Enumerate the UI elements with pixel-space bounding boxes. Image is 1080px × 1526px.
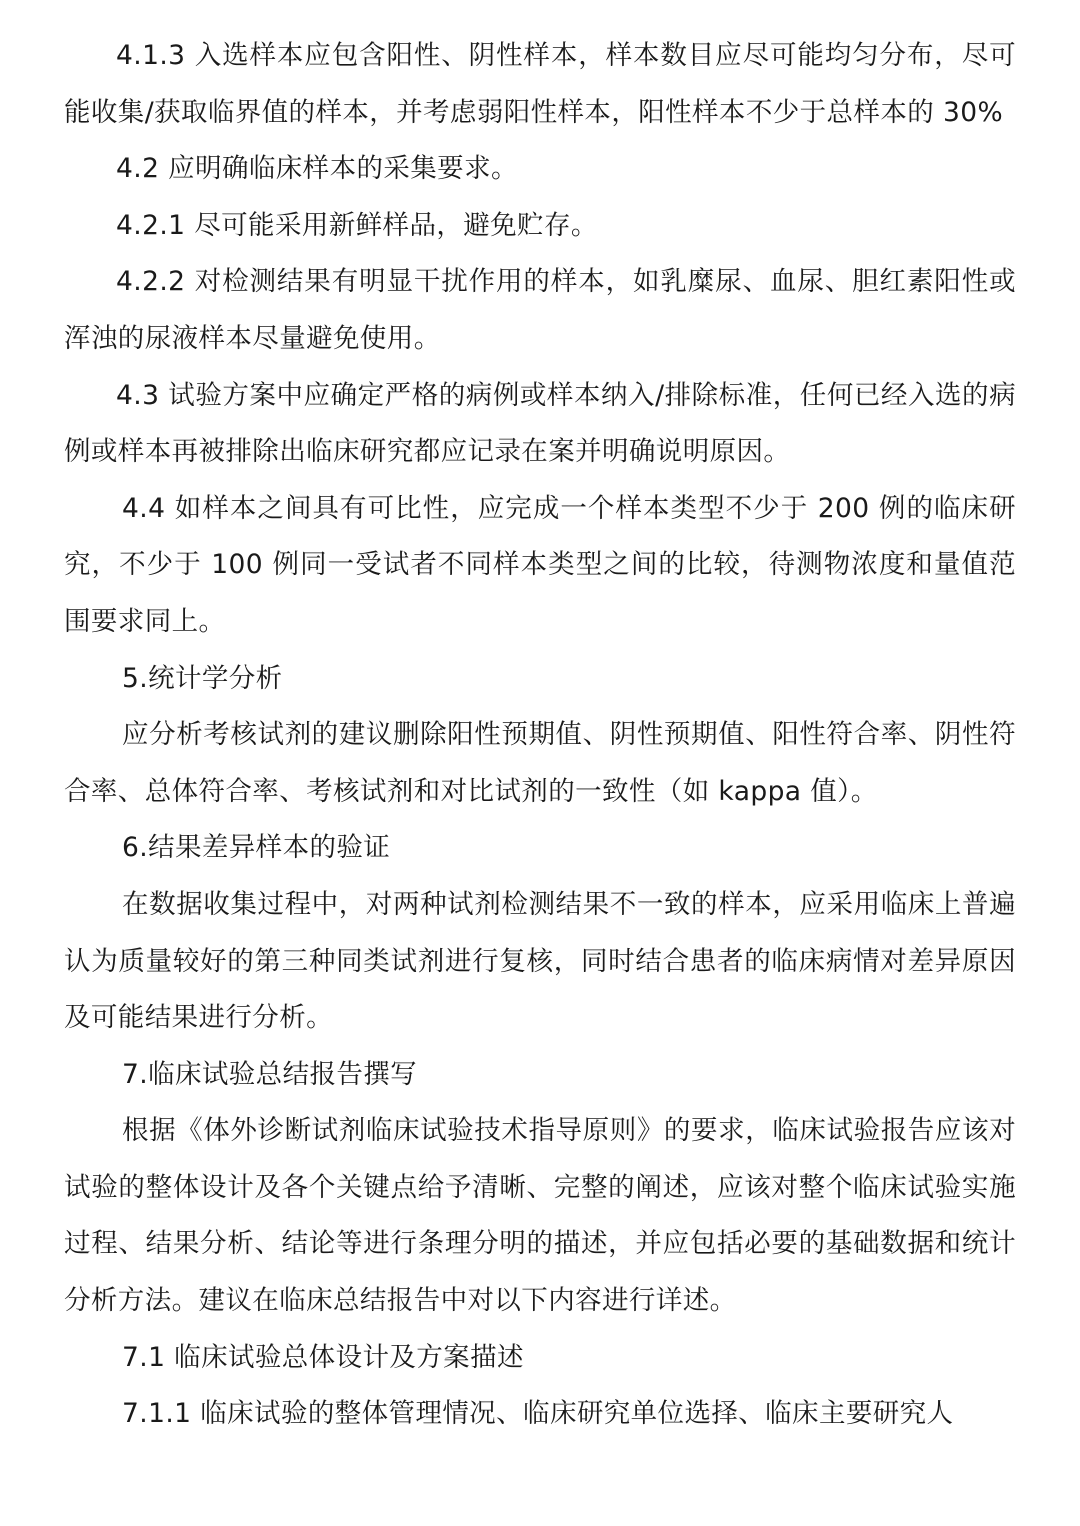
paragraph-4-1-3: 4.1.3 入选样本应包含阳性、阴性样本，样本数目应尽可能均匀分布，尽可能收集/获取临界值的样本，并考虑弱阳性样本，阳性样本不少于总样本的 30% [64, 40, 1016, 128]
document-body [64, 28, 1016, 1443]
heading-4-2: 4.2 应明确临床样本的采集要求。 [116, 153, 518, 185]
heading-5-statistics: 5.统计学分析 [122, 662, 283, 694]
paragraph-statistics: 应分析考核试剂的建议删除阳性预期值、阴性预期值、阳性符合率、阴性符合率、总体符合率、考核试剂和对比试剂的一致性（如 kappa 值）。 [64, 719, 1016, 807]
paragraph-4-4: 4.4 如样本之间具有可比性，应完成一个样本类型不少于 200 例的临床研究，不少于 100 例同一受试者不同样本类型之间的比较，待测物浓度和量值范围要求同上。 [64, 492, 1016, 637]
paragraph-4-2-1: 4.2.1 尽可能采用新鲜样品，避免贮存。 [116, 209, 598, 241]
heading-7-1: 7.1 临床试验总体设计及方案描述 [122, 1341, 524, 1373]
heading-7-clinical-report: 7.临床试验总结报告撰写 [122, 1058, 418, 1090]
paragraph-discrepant-samples: 在数据收集过程中，对两种试剂检测结果不一致的样本，应采用临床上普遍认为质量较好的第三种同类试剂进行复核，同时结合患者的临床病情对差异原因及可能结果进行分析。 [64, 888, 1016, 1034]
paragraph-clinical-report: 根据《体外诊断试剂临床试验技术指导原则》的要求，临床试验报告应该对试验的整体设计及各个关键点给予清晰、完整的阐述，应该对整个临床试验实施过程、结果分析、结论等进行条理分明的描述，并应包括必要的基础数据和统计分析方法。建议在临床总结报告中对以下内容进行详述。 [64, 1115, 1016, 1317]
heading-6-discrepant-samples: 6.结果差异样本的验证 [122, 832, 391, 864]
paragraph-4-2-2: 4.2.2 对检测结果有明显干扰作用的样本，如乳糜尿、血尿、胆红素阳性或浑浊的尿液样本尽量避免使用。 [64, 266, 1016, 354]
paragraph-7-1-1: 7.1.1 临床试验的整体管理情况、临床研究单位选择、临床主要研究人 [122, 1398, 954, 1430]
paragraph-4-3: 4.3 试验方案中应确定严格的病例或样本纳入/排除标准，任何已经入选的病例或样本再被排除出临床研究都应记录在案并明确说明原因。 [64, 379, 1016, 468]
